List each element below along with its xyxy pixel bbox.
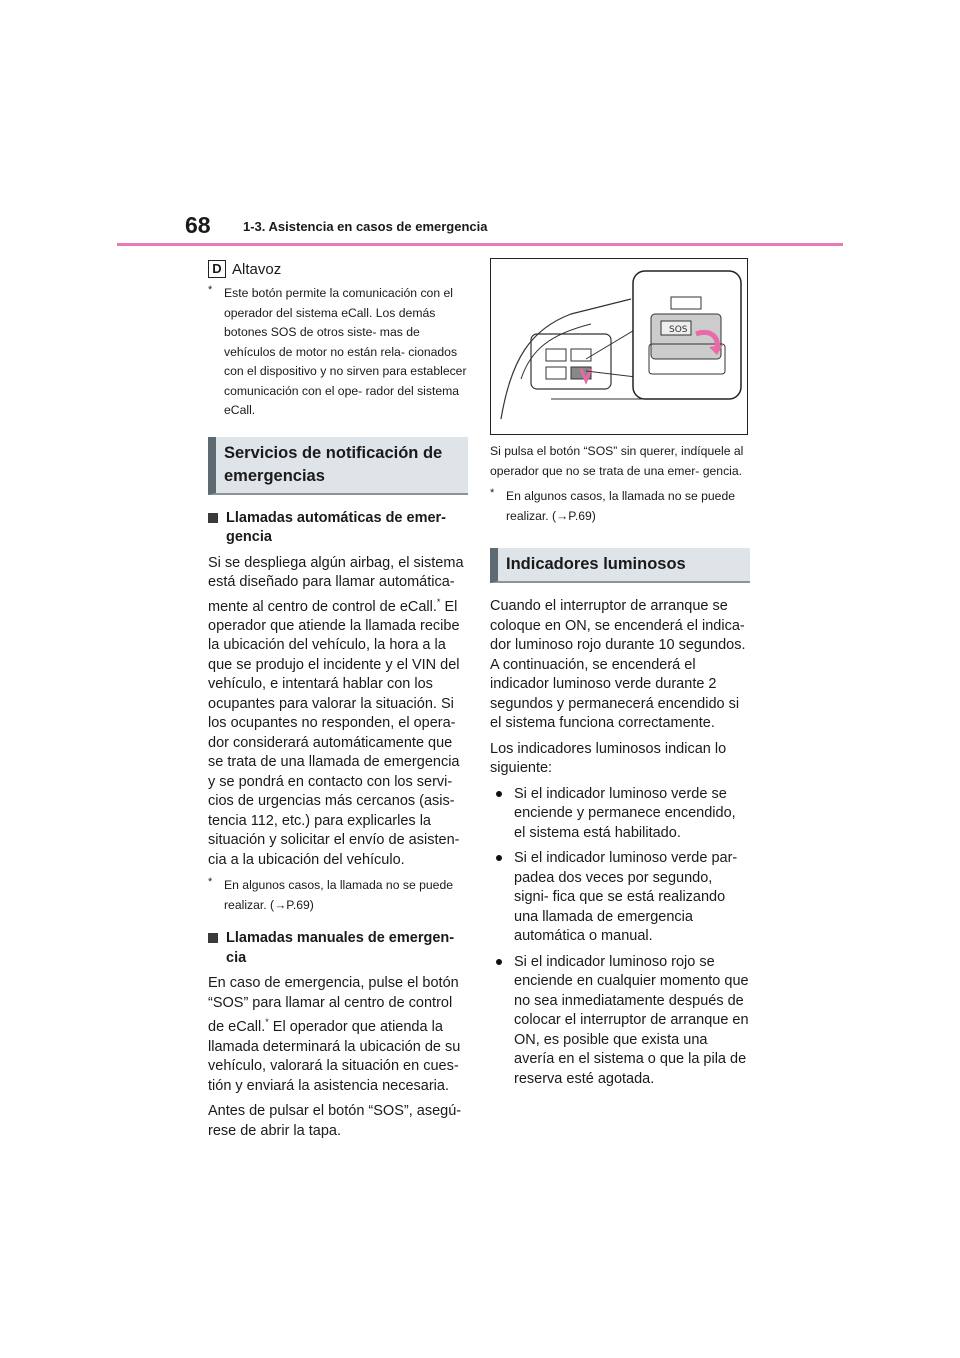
bullet-dot-icon (496, 855, 502, 861)
bullet-dot-icon (496, 959, 502, 965)
bullet-item (490, 849, 750, 947)
item-d-label: Altavoz (232, 260, 282, 278)
manual-paragraph-2: Antes de pulsar el botón “SOS”, asegú- rese de abrir la tapa. (208, 1103, 462, 1139)
sos-label: SOS (669, 325, 688, 335)
bullet-item (490, 785, 750, 844)
para-text: Si se despliega algún airbag, el sistema está diseñado para llamar automática- mente al centro de control de eCall. (208, 554, 464, 615)
page-number: 68 (185, 212, 211, 238)
footnote-text: Este botón permite la comunicación con el operador del sistema eCall. Los demás botones SOS de otros siste- mas de vehículos de motor no están rela- cionados con el dispositivo y no sirven para establecer comunicación con el ope- rador del sistema eCall. (224, 286, 467, 417)
indicators-paragraph-2: Los indicadores luminosos indican lo siguiente: (490, 740, 727, 776)
bullet-item (490, 953, 750, 1090)
square-bullet-icon (208, 513, 218, 523)
subheading-manual (208, 929, 468, 968)
section-title: 1-3. Asistencia en casos de emergencia (243, 219, 488, 234)
footnote-text: En algunos casos, la llamada no se puede realizar. (→P.69) (506, 489, 736, 523)
indicators-paragraph: Cuando el interruptor de arranque se coloque en ON, se encenderá el indica- dor luminoso rojo durante 10 segundos. A continuación, se encenderá el indicador luminoso verde durante 2 segundos y permanecerá encendido si el sistema funciona correctamente. (490, 598, 746, 731)
bullet-text: Si el indicador luminoso verde par- padea dos veces por segundo, signi- fica que se está realizando una llamada de emergencia automática o manual. (514, 850, 738, 944)
subheading-automatic (208, 509, 468, 548)
footnote-sos (208, 284, 468, 421)
header-rule (117, 243, 843, 246)
para-text: El operador que atiende la llamada recibe la ubicación del vehículo, la hora a la que se produjo el incidente y el VIN del vehículo, e intentará hablar con los ocupantes para valorar la situación. Si los ocupantes no responden, el opera- dor considerará automáticamente que se trata de una llamada de emergencia y se pondrá en contacto con los servi- cios de urgencias más cercanos (asis- tencia 112, etc.) para explicarles la situación y solicitar el envío de asisten- cia a la ubicación del vehículo. (208, 598, 460, 868)
footnote-ref: * (265, 1017, 269, 1028)
item-d (208, 260, 468, 278)
sos-illustration-icon (491, 259, 747, 434)
para-text: El operador que atienda la llamada determinará la ubicación de su vehículo, valorará la situación en cues- tión y enviará la asistencia necesaria. (208, 1019, 461, 1094)
heading-emergency-services (208, 437, 468, 495)
heading-text: Indicadores luminosos (506, 555, 686, 573)
footnote-ref: * (436, 596, 441, 607)
subheading-text: Llamadas manuales de emergen- cia (226, 930, 455, 966)
footnote-auto (208, 876, 468, 915)
heading-text: Servicios de notificación de emergencias (224, 443, 443, 485)
bullet-dot-icon (496, 791, 502, 797)
illustration-caption: Si pulsa el botón “SOS” sin querer, indíquele al operador que no se trata de una emer- gencia. (490, 444, 744, 478)
footnote-mark: * (208, 876, 213, 889)
callout-letter-d: D (208, 260, 226, 278)
sos-button-illustration (490, 258, 748, 435)
manual-paragraph (208, 974, 468, 1096)
footnote-mark: * (208, 284, 213, 296)
footnote-mark: * (490, 487, 495, 499)
square-bullet-icon (208, 933, 218, 943)
bullet-text: Si el indicador luminoso rojo se enciende en cualquier momento que no sea inmediatamente después de colocar el interruptor de arranque en ON, es posible que exista una avería en el sistema o que la pila de reserva esté agotada. (514, 953, 749, 1087)
left-column (208, 258, 468, 1141)
footnote-text: En algunos casos, la llamada no se puede realizar. (→P.69) (224, 878, 454, 912)
heading-indicators (490, 548, 750, 583)
right-column (490, 258, 750, 1089)
para-text: En caso de emergencia, pulse el botón “SOS” para llamar al centro de control de eCall. (208, 975, 459, 1036)
footnote-right (490, 487, 750, 526)
bullet-text: Si el indicador luminoso verde se enciende y permanece encendido, el sistema está habilitado. (514, 785, 736, 841)
subheading-text: Llamadas automáticas de emer- gencia (226, 509, 447, 545)
automatic-paragraph (208, 554, 468, 871)
